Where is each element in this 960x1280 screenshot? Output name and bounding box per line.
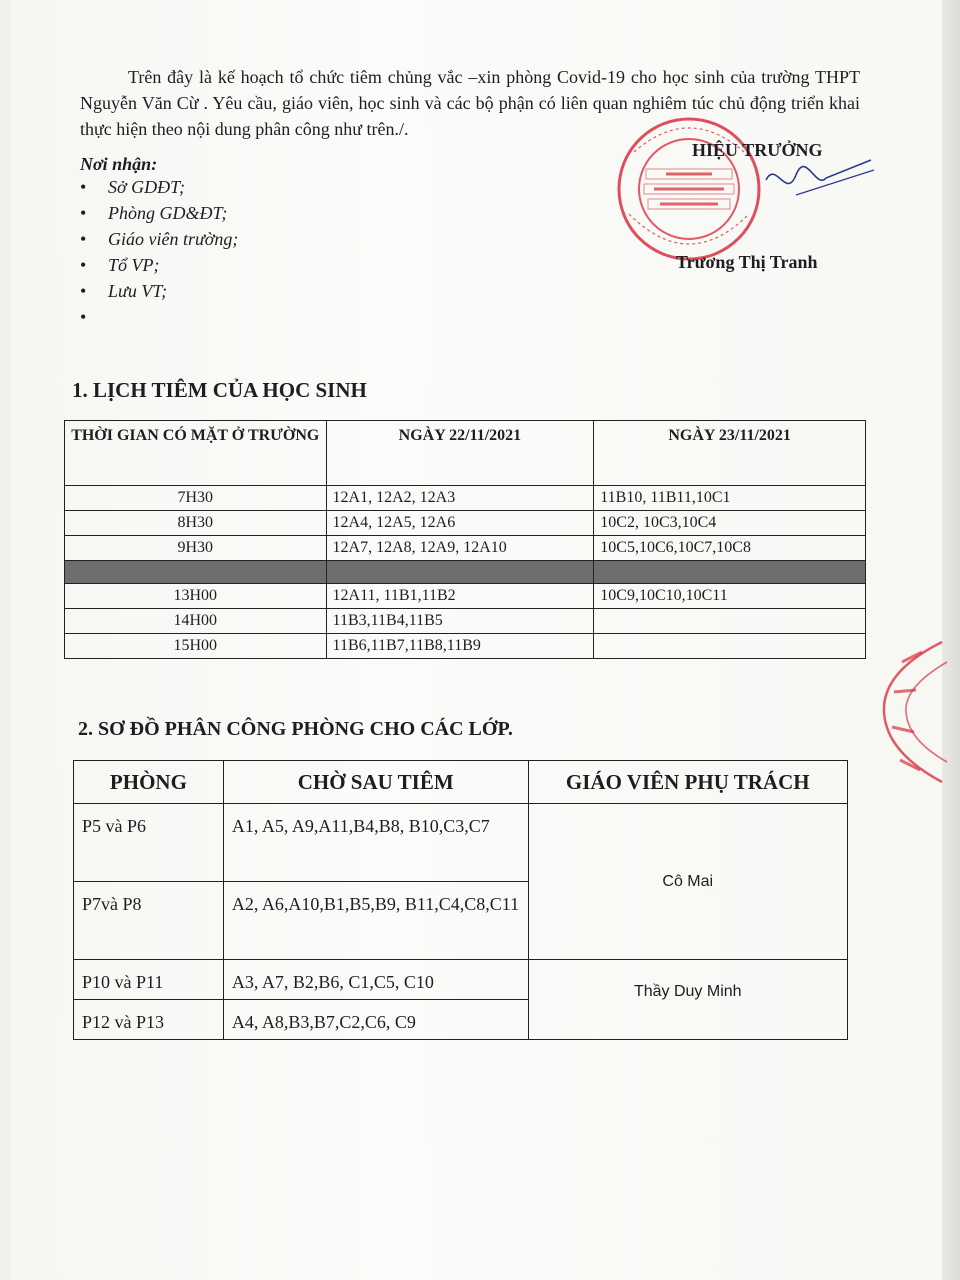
official-stamp <box>614 114 764 264</box>
recipient-item: • Phòng GD&ĐT; <box>80 200 238 226</box>
section-2-heading: 2. SƠ ĐỒ PHÂN CÔNG PHÒNG CHO CÁC LỚP. <box>78 718 513 740</box>
time-cell: 13H00 <box>65 584 327 609</box>
room-cell: P12 và P13 <box>74 1000 224 1040</box>
table-row <box>65 511 866 536</box>
header-room: PHÒNG <box>74 761 224 804</box>
time-cell: 7H30 <box>65 486 327 511</box>
time-cell: 15H00 <box>65 634 327 659</box>
day1-cell: 11B6,11B7,11B8,11B9 <box>326 634 594 659</box>
day1-cell: 11B3,11B4,11B5 <box>326 609 594 634</box>
recipient-item: • Tổ VP; <box>80 252 238 278</box>
table-row <box>65 584 866 609</box>
principal-name: Trương Thị Tranh <box>676 252 818 272</box>
table-row <box>74 804 848 882</box>
room-cell: P10 và P11 <box>74 960 224 1000</box>
header-teacher: GIÁO VIÊN PHỤ TRÁCH <box>528 761 848 804</box>
classes-cell: A4, A8,B3,B7,C2,C6, C9 <box>223 1000 528 1040</box>
room-cell: P5 và P6 <box>74 804 224 882</box>
classes-cell: A2, A6,A10,B1,B5,B9, B11,C4,C8,C11 <box>223 882 528 960</box>
table-row <box>65 634 866 659</box>
day1-cell: 12A7, 12A8, 12A9, 12A10 <box>326 536 594 561</box>
table-header-row <box>74 761 848 804</box>
recipients-title: Nơi nhận: <box>80 154 158 174</box>
day2-cell <box>594 609 866 634</box>
teacher-cell: Cô Mai <box>528 804 848 960</box>
teacher-cell: Thầy Duy Minh <box>528 960 848 1040</box>
principal-title: HIỆU TRƯỞNG <box>692 140 823 160</box>
intro-text: Trên đây là kế hoạch tổ chức tiêm chủng vắc –xin phòng Covid-19 cho học sinh của trường THPT Nguyễn Văn Cừ . Yêu cầu, giáo viên, học sinh và các bộ phận có liên quan nghiêm túc chủ động triển khai thực hiện theo nội dung phân công như trên./. <box>80 67 860 139</box>
recipient-item: • Sở GDĐT; <box>80 174 238 200</box>
table-row <box>65 486 866 511</box>
header-day1: NGÀY 22/11/2021 <box>326 421 594 486</box>
recipient-item: • Giáo viên trường; <box>80 226 238 252</box>
section-1-heading: 1. LỊCH TIÊM CỦA HỌC SINH <box>72 378 367 402</box>
classes-cell: A3, A7, B2,B6, C1,C5, C10 <box>223 960 528 1000</box>
day1-cell: 12A4, 12A5, 12A6 <box>326 511 594 536</box>
day2-cell: 10C5,10C6,10C7,10C8 <box>594 536 866 561</box>
room-cell: P7và P8 <box>74 882 224 960</box>
table-header-row <box>65 421 866 486</box>
day2-cell <box>594 634 866 659</box>
recipients-list <box>80 174 238 330</box>
day1-cell: 12A1, 12A2, 12A3 <box>326 486 594 511</box>
header-time: THỜI GIAN CÓ MẶT Ở TRƯỜNG <box>65 421 327 486</box>
header-day2: NGÀY 23/11/2021 <box>594 421 866 486</box>
partial-stamp <box>872 632 960 792</box>
day2-cell: 11B10, 11B11,10C1 <box>594 486 866 511</box>
recipient-item <box>80 304 238 330</box>
time-cell: 9H30 <box>65 536 327 561</box>
recipient-item: • Lưu VT; <box>80 278 238 304</box>
time-cell: 14H00 <box>65 609 327 634</box>
day2-cell: 10C2, 10C3,10C4 <box>594 511 866 536</box>
header-waiting: CHỜ SAU TIÊM <box>223 761 528 804</box>
day1-cell: 12A11, 11B1,11B2 <box>326 584 594 609</box>
classes-cell: A1, A5, A9,A11,B4,B8, B10,C3,C7 <box>223 804 528 882</box>
lunch-break-row <box>65 561 866 584</box>
vaccination-schedule-table <box>64 420 866 659</box>
time-cell: 8H30 <box>65 511 327 536</box>
room-assignment-table <box>73 760 848 1040</box>
table-row <box>65 609 866 634</box>
table-row <box>65 536 866 561</box>
table-row <box>74 960 848 1000</box>
day2-cell: 10C9,10C10,10C11 <box>594 584 866 609</box>
